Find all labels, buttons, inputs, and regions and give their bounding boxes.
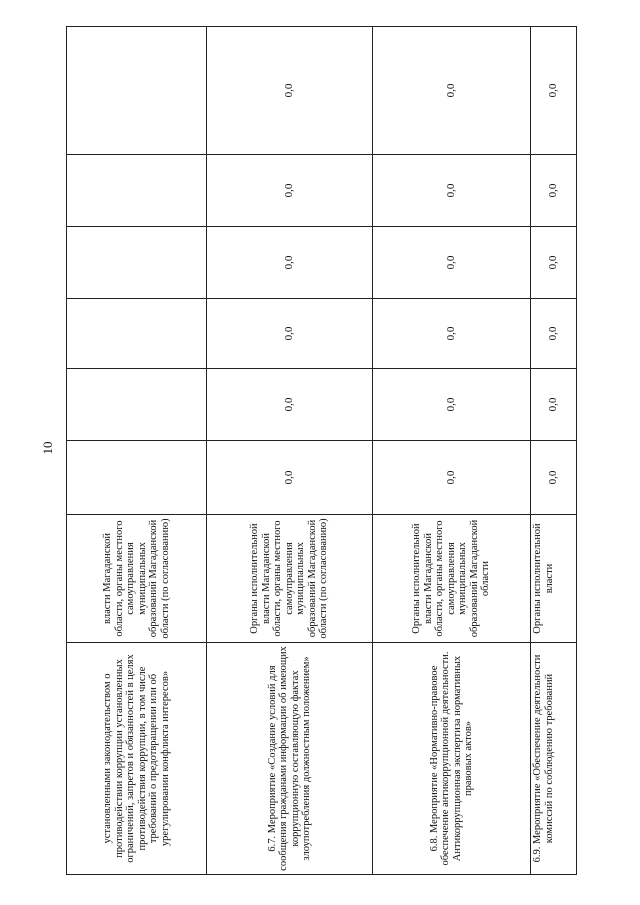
- value-cell: 0,0: [531, 227, 577, 299]
- measure-description: 6.8. Мероприятие «Нормативно-правовое обеспечение антикоррупционной деятельности. Антикоррупционная экспертиза нормативных правовых актов»: [373, 643, 531, 875]
- value-cell: 0,0: [531, 369, 577, 441]
- measure-description: установленными законодательством о противодействии коррупции установленных ограничений, запретов и обязанностей в целях противодействия коррупции, в том числе требований о предотвращении или об урегулировании конфликта интересов»: [67, 643, 207, 875]
- value-cell: 0,0: [531, 299, 577, 369]
- value-cell: [67, 441, 207, 515]
- executor-cell: власти Магаданской области, органы местного самоуправления муниципальных образований Магаданской области (по согласованию): [67, 515, 207, 643]
- value-cell: 0,0: [207, 441, 373, 515]
- value-cell: [67, 299, 207, 369]
- table-row: [207, 27, 373, 875]
- value-cell: 0,0: [207, 299, 373, 369]
- value-cell: [67, 155, 207, 227]
- value-cell: 0,0: [373, 155, 531, 227]
- value-cell: 0,0: [373, 227, 531, 299]
- value-cell: [67, 27, 207, 155]
- value-cell: 0,0: [531, 27, 577, 155]
- measure-description: 6.9. Мероприятие «Обеспечение деятельности комиссий по соблюдению требований: [531, 643, 577, 875]
- value-cell: 0,0: [207, 155, 373, 227]
- table-row: [373, 27, 531, 875]
- value-cell: [67, 369, 207, 441]
- value-cell: 0,0: [207, 27, 373, 155]
- value-cell: 0,0: [373, 299, 531, 369]
- executor-cell: Органы исполнительной власти: [531, 515, 577, 643]
- program-table: [66, 26, 577, 875]
- value-cell: 0,0: [207, 227, 373, 299]
- value-cell: 0,0: [373, 369, 531, 441]
- value-cell: 0,0: [207, 369, 373, 441]
- value-cell: 0,0: [373, 27, 531, 155]
- value-cell: [67, 227, 207, 299]
- value-cell: 0,0: [531, 155, 577, 227]
- value-cell: 0,0: [531, 441, 577, 515]
- page-number: 10: [40, 441, 55, 455]
- executor-cell: Органы исполнительной власти Магаданской области, органы местного самоуправления муниципальных образований Магаданской области: [373, 515, 531, 643]
- executor-cell: Органы исполнительной власти Магаданской области, органы местного самоуправления муниципальных образований Магаданской области (по согласованию): [207, 515, 373, 643]
- table-row: [531, 27, 577, 875]
- value-cell: 0,0: [373, 441, 531, 515]
- measure-description: 6.7. Мероприятие «Создание условий для сообщения гражданами информации об имеющих коррупционную составляющую фактах злоупотребления должностным положением»: [207, 643, 373, 875]
- table-row: [67, 27, 207, 875]
